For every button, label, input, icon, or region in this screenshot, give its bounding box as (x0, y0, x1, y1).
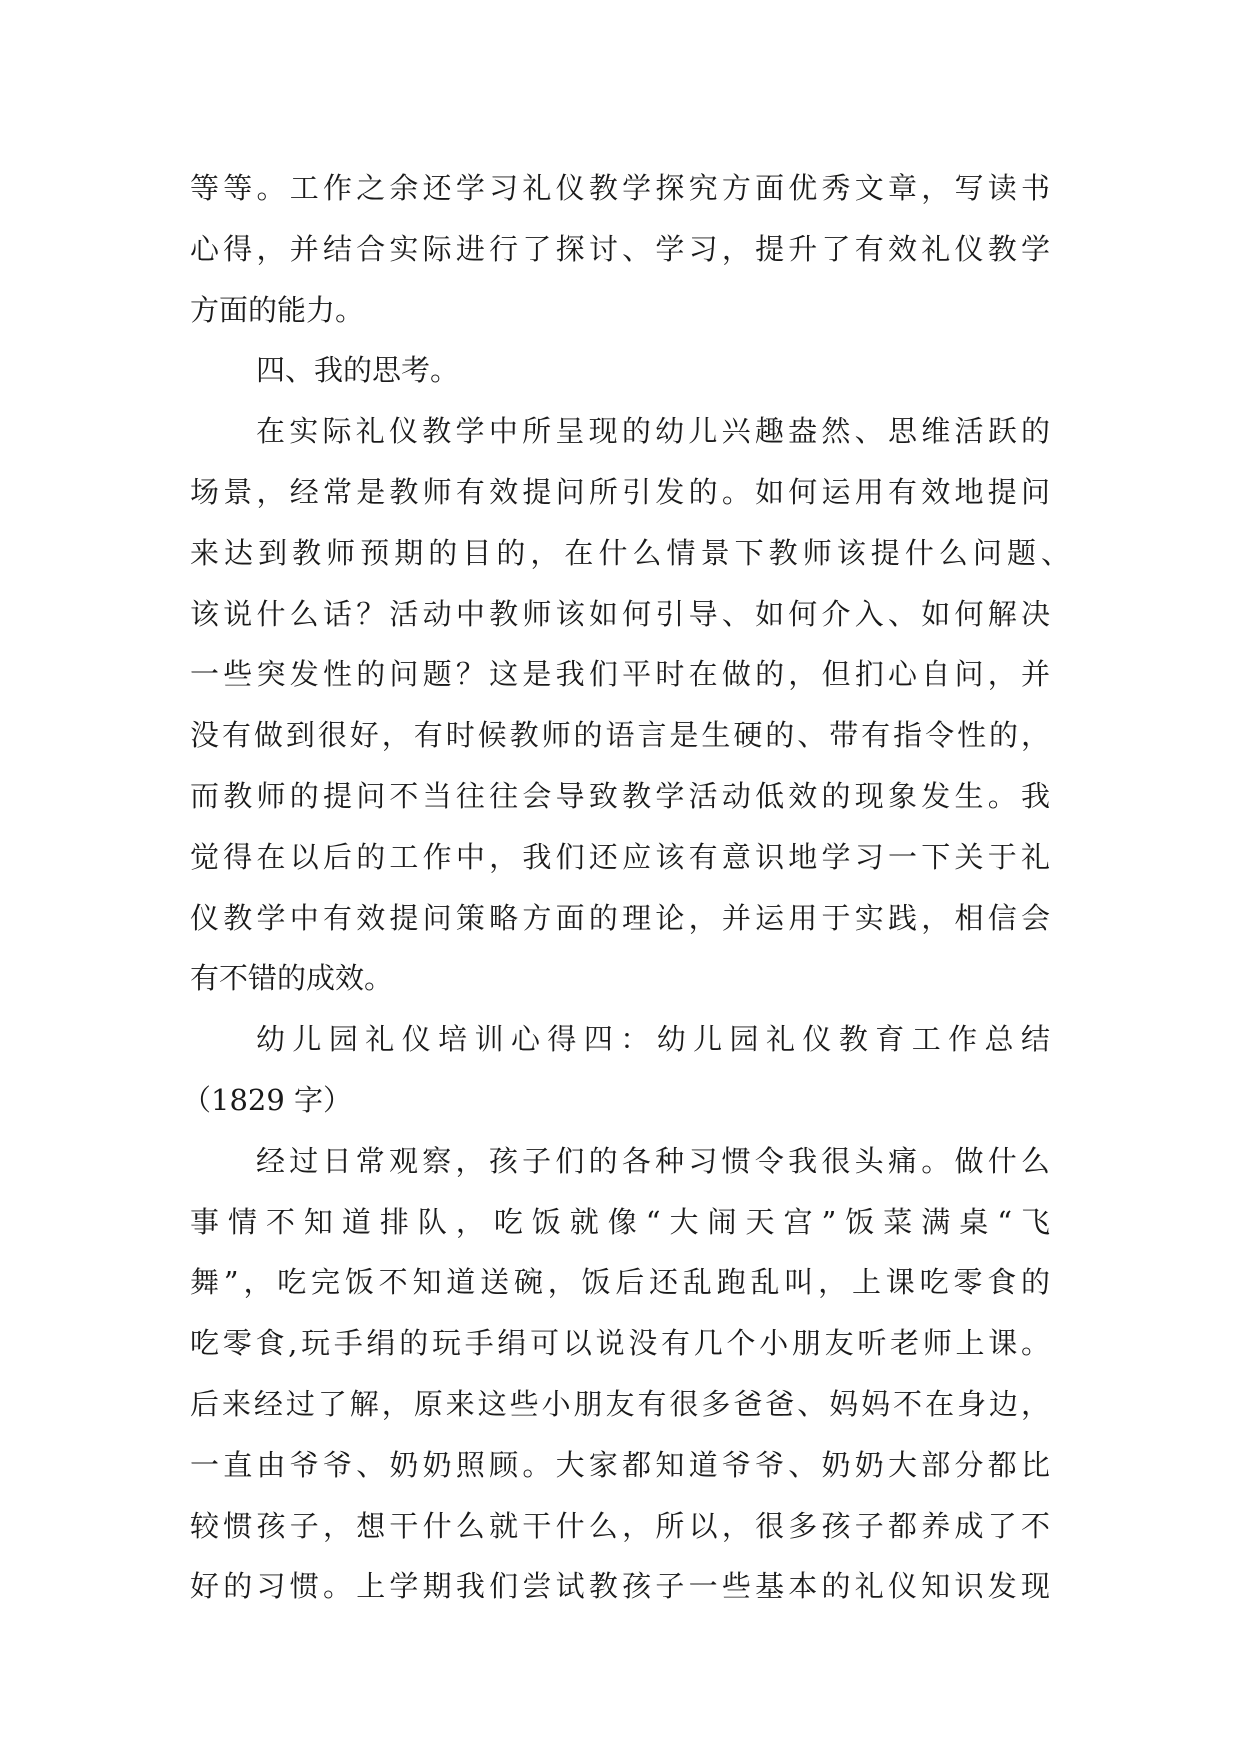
text-line: 该说什么话？活动中教师该如何引导、如何介入、如何解决 (190, 596, 1050, 631)
text-line: 而教师的提问不当往往会导致教学活动低效的现象发生。我 (190, 778, 1050, 813)
text-line: 后来经过了解，原来这些小朋友有很多爸爸、妈妈不在身边， (190, 1386, 1050, 1421)
paragraph-first-line: 在实际礼仪教学中所呈现的幼儿兴趣盎然、思维活跃的 (256, 414, 1050, 449)
text-line: 一些突发性的问题？这是我们平时在做的，但扪心自问，并 (190, 657, 1050, 692)
text-line: 一直由爷爷、奶奶照顾。大家都知道爷爷、奶奶大部分都比 (190, 1447, 1050, 1482)
text-line: 心得，并结合实际进行了探讨、学习，提升了有效礼仪教学 (190, 231, 1050, 266)
text-line: 有不错的成效。 (190, 961, 394, 996)
text-line: 来达到教师预期的目的，在什么情景下教师该提什么问题、 (190, 535, 1070, 570)
section-heading: 四、我的思考。 (256, 353, 460, 388)
text-line: 觉得在以后的工作中，我们还应该有意识地学习一下关于礼 (190, 839, 1050, 874)
text-line: 仪教学中有效提问策略方面的理论，并运用于实践，相信会 (190, 900, 1050, 935)
text-line: 方面的能力。 (190, 292, 365, 327)
text-line: 没有做到很好，有时候教师的语言是生硬的、带有指令性的， (190, 718, 1050, 753)
document-body (182, 158, 1070, 1617)
text-line: 好的习惯。上学期我们尝试教孩子一些基本的礼仪知识发现 (190, 1569, 1050, 1604)
article-title: 幼儿园礼仪培训心得四：幼儿园礼仪教育工作总结 (256, 1022, 1050, 1057)
text-line: 场景，经常是教师有效提问所引发的。如何运用有效地提问 (190, 474, 1050, 509)
text-line: 较惯孩子，想干什么就干什么，所以，很多孩子都养成了不 (190, 1508, 1050, 1543)
text-line: 舞”，吃完饭不知道送碗，饭后还乱跑乱叫，上课吃零食的 (190, 1265, 1050, 1300)
article-word-count: （1829 字） (182, 1082, 353, 1117)
text-line: 等等。工作之余还学习礼仪教学探究方面优秀文章，写读书 (190, 171, 1050, 205)
paragraph-first-line: 经过日常观察，孩子们的各种习惯令我很头痛。做什么 (256, 1143, 1050, 1178)
text-line: 吃零食,玩手绢的玩手绢可以说没有几个小朋友听老师上课。 (190, 1326, 1050, 1361)
text-line: 事情不知道排队，吃饭就像“大闹天宫”饭菜满桌“飞 (190, 1204, 1050, 1239)
